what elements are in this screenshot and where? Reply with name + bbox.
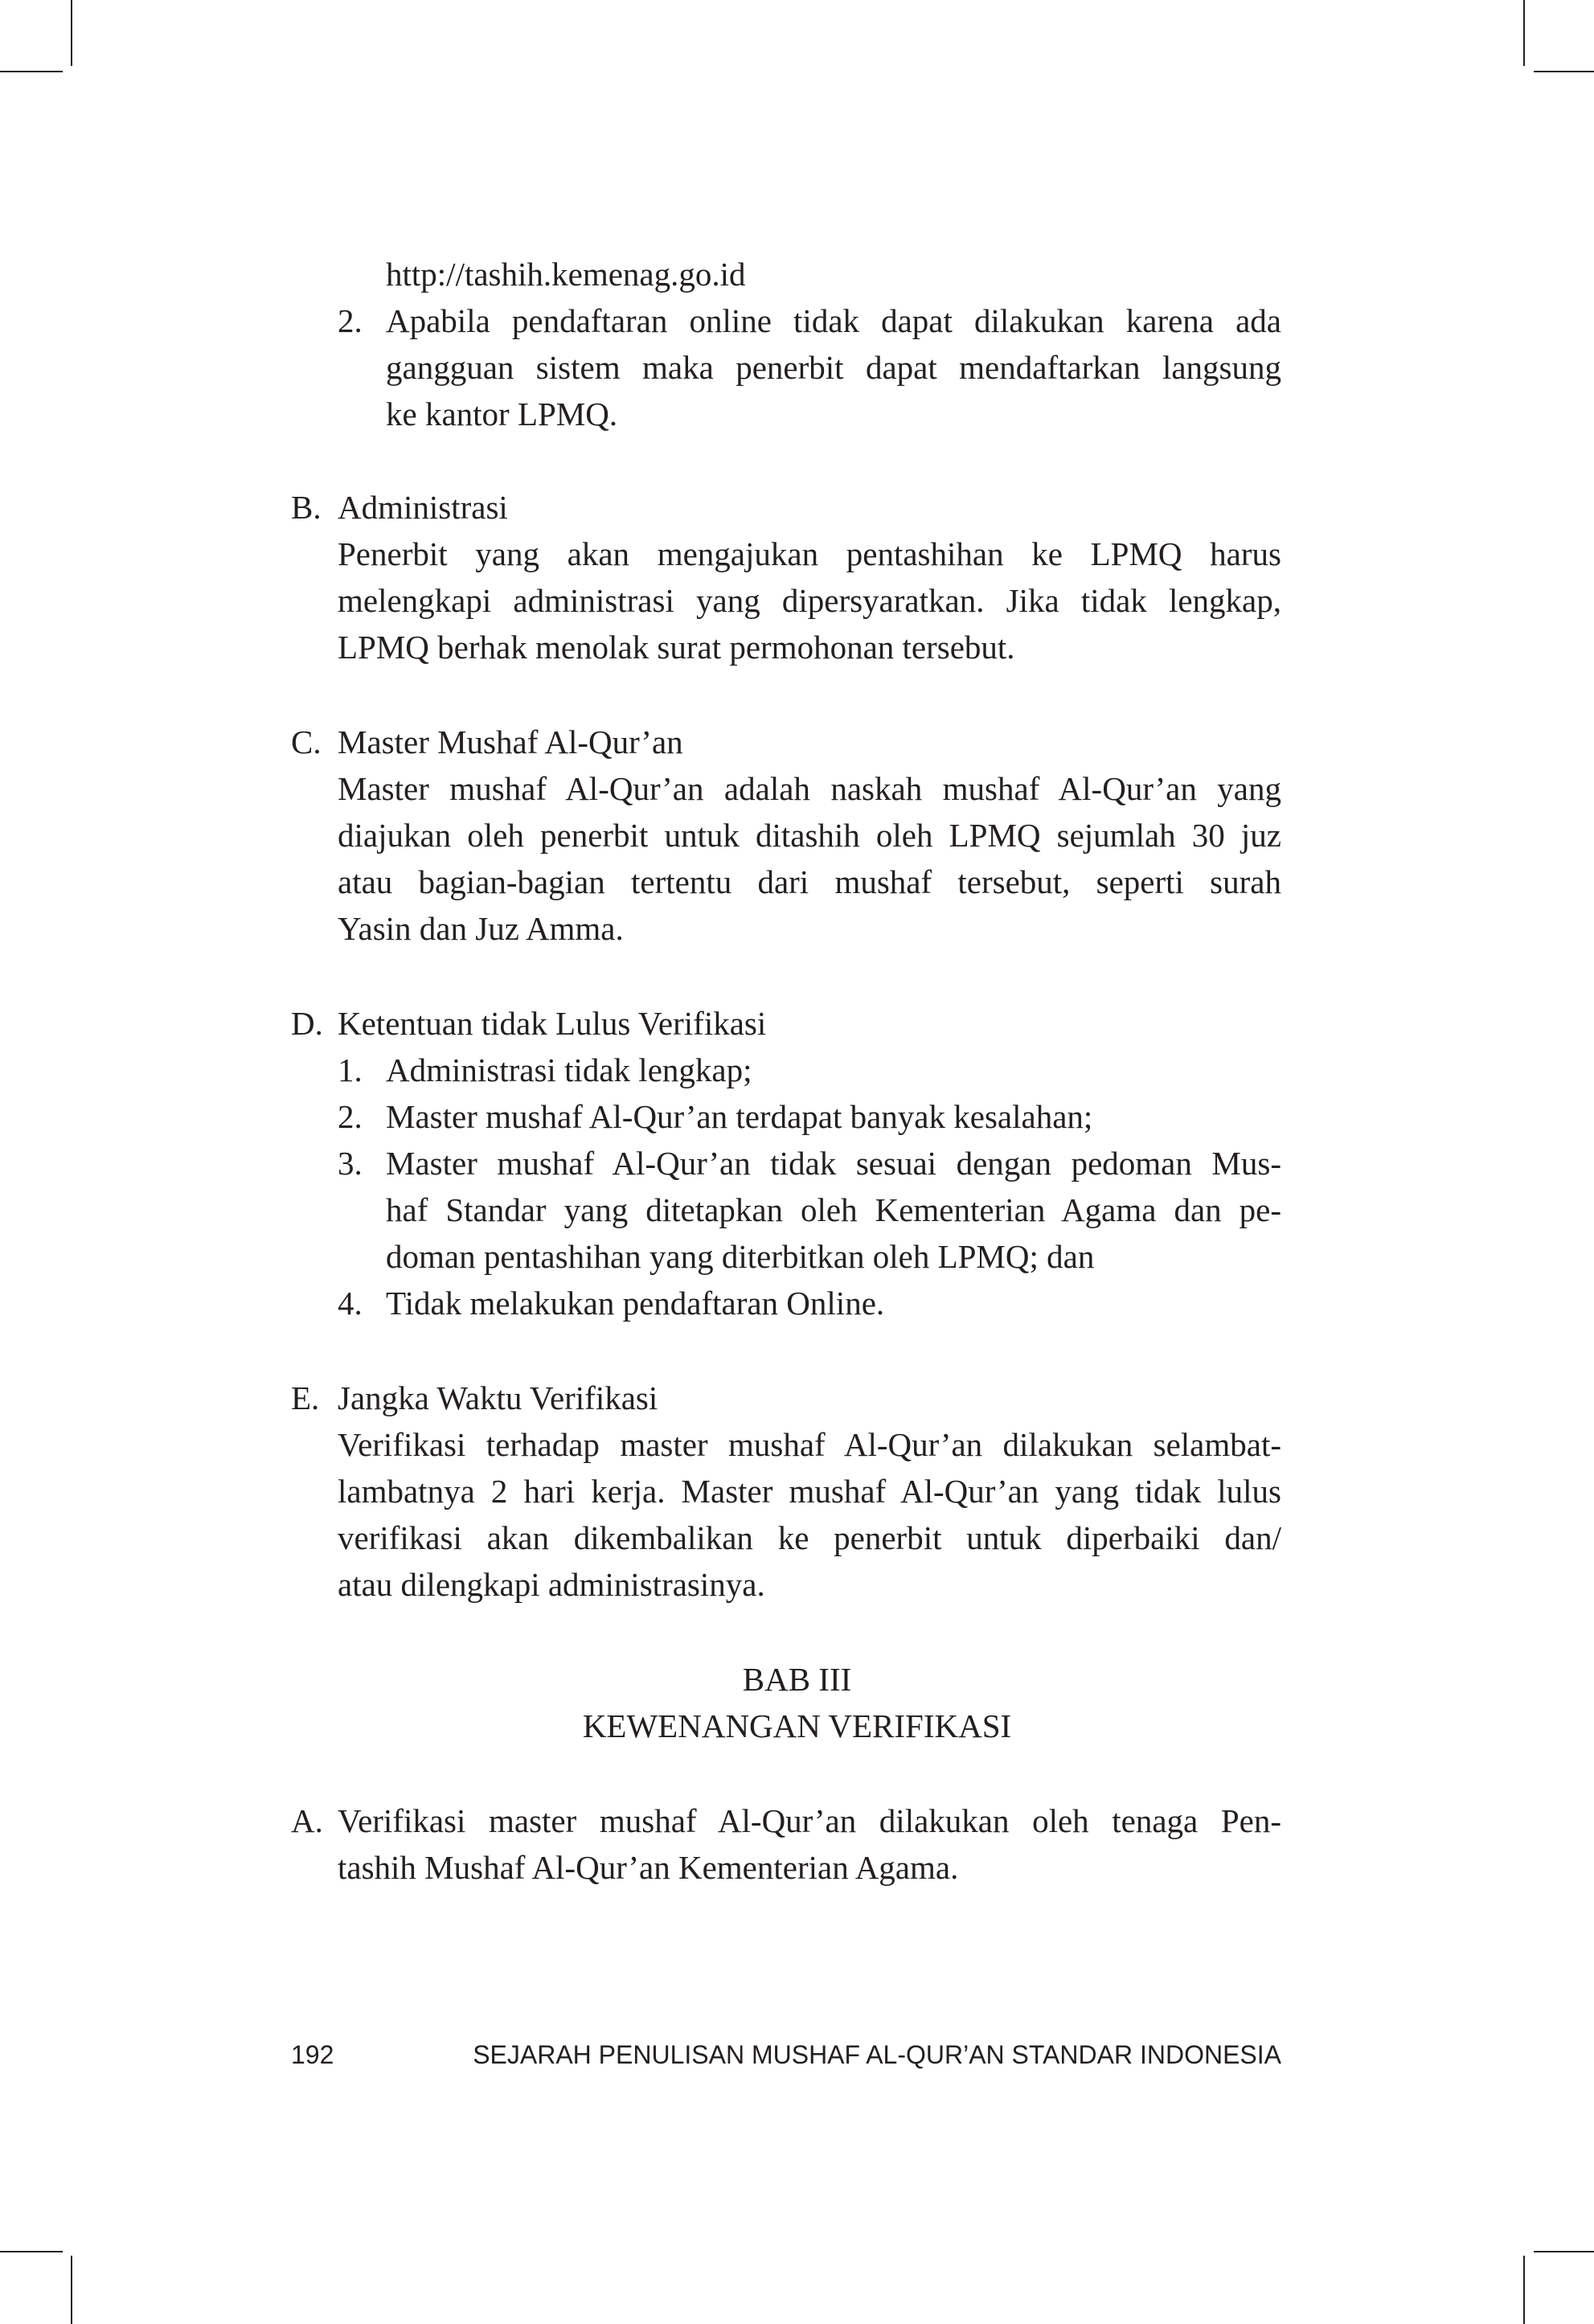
paragraph-line: diajukan oleh penerbit untuk ditashih oleh LPMQ sejumlah 30 juz <box>338 817 1281 854</box>
list-item-text-line: ke kantor LPMQ. <box>386 396 618 432</box>
list-item-text-line: Tidak melakukan pendaftaran Online. <box>386 1285 885 1322</box>
section-letter: B. <box>291 489 322 526</box>
paragraph-line: tashih Mushaf Al-Qur’an Kementerian Agama. <box>338 1849 959 1886</box>
section-heading: Administrasi <box>338 489 508 526</box>
section-letter: E. <box>291 1379 320 1416</box>
list-item-text-line: haf Standar yang ditetapkan oleh Kementerian Agama dan pe- <box>386 1191 1281 1228</box>
crop-mark-top-right-vertical <box>1523 0 1525 66</box>
crop-mark-top-left-vertical <box>71 0 72 66</box>
list-item-text-line: Administrasi tidak lengkap; <box>386 1051 752 1088</box>
chapter-number: BAB III <box>742 1661 852 1698</box>
list-item-number: 2. <box>338 302 363 339</box>
crop-mark-top-right-horizontal <box>1534 71 1594 72</box>
list-item-number: 3. <box>338 1145 363 1182</box>
paragraph-line: lambatnya 2 hari kerja. Master mushaf Al-Qur’an yang tidak lulus <box>338 1473 1281 1510</box>
list-item-number: 1. <box>338 1051 363 1088</box>
section-letter: C. <box>291 723 322 760</box>
section-heading: Ketentuan tidak Lulus Verifikasi <box>338 1005 767 1042</box>
section-letter: D. <box>291 1005 323 1042</box>
list-item-text-line: gangguan sistem maka penerbit dapat mendaftarkan langsung <box>386 349 1281 386</box>
section-letter: A. <box>291 1802 323 1839</box>
crop-mark-bottom-left-horizontal <box>0 2251 63 2252</box>
registration-url: http://tashih.kemenag.go.id <box>386 256 746 293</box>
section-heading: Master Mushaf Al-Qur’an <box>338 723 683 760</box>
page-number: 192 <box>291 2040 334 2069</box>
crop-mark-bottom-left-vertical <box>71 2256 72 2324</box>
list-item-number: 4. <box>338 1285 363 1322</box>
paragraph-line: Verifikasi terhadap master mushaf Al-Qur’an dilakukan selambat- <box>338 1426 1281 1463</box>
crop-mark-top-left-horizontal <box>0 71 63 72</box>
paragraph-line: Yasin dan Juz Amma. <box>338 910 624 947</box>
list-item-text-line: Master mushaf Al-Qur’an terdapat banyak kesalahan; <box>386 1098 1093 1135</box>
list-item-text-line: doman pentashihan yang diterbitkan oleh LPMQ; dan <box>386 1238 1095 1275</box>
list-item-text-line: Apabila pendaftaran online tidak dapat dilakukan karena ada <box>386 302 1281 339</box>
paragraph-line: atau bagian-bagian tertentu dari mushaf tersebut, seperti surah <box>338 863 1281 900</box>
running-title: SEJARAH PENULISAN MUSHAF AL-QUR’AN STANDAR INDONESIA <box>473 2040 1281 2069</box>
list-item-text-line: Master mushaf Al-Qur’an tidak sesuai dengan pedoman Mus- <box>386 1145 1281 1182</box>
paragraph-line: Master mushaf Al-Qur’an adalah naskah mushaf Al-Qur’an yang <box>338 770 1281 807</box>
paragraph-line: melengkapi administrasi yang dipersyaratkan. Jika tidak lengkap, <box>338 582 1281 619</box>
paragraph-line: Verifikasi master mushaf Al-Qur’an dilakukan oleh tenaga Pen- <box>338 1802 1281 1839</box>
section-heading: Jangka Waktu Verifikasi <box>338 1379 658 1416</box>
list-item-number: 2. <box>338 1098 363 1135</box>
paragraph-line: LPMQ berhak menolak surat permohonan tersebut. <box>338 629 1015 666</box>
paragraph-line: Penerbit yang akan mengajukan pentashihan ke LPMQ harus <box>338 535 1281 572</box>
crop-mark-bottom-right-vertical <box>1523 2256 1525 2324</box>
paragraph-line: verifikasi akan dikembalikan ke penerbit untuk diperbaiki dan/ <box>338 1519 1281 1556</box>
chapter-title: KEWENANGAN VERIFIKASI <box>582 1707 1012 1744</box>
crop-mark-bottom-right-horizontal <box>1534 2251 1594 2252</box>
paragraph-line: atau dilengkapi administrasinya. <box>338 1566 765 1603</box>
